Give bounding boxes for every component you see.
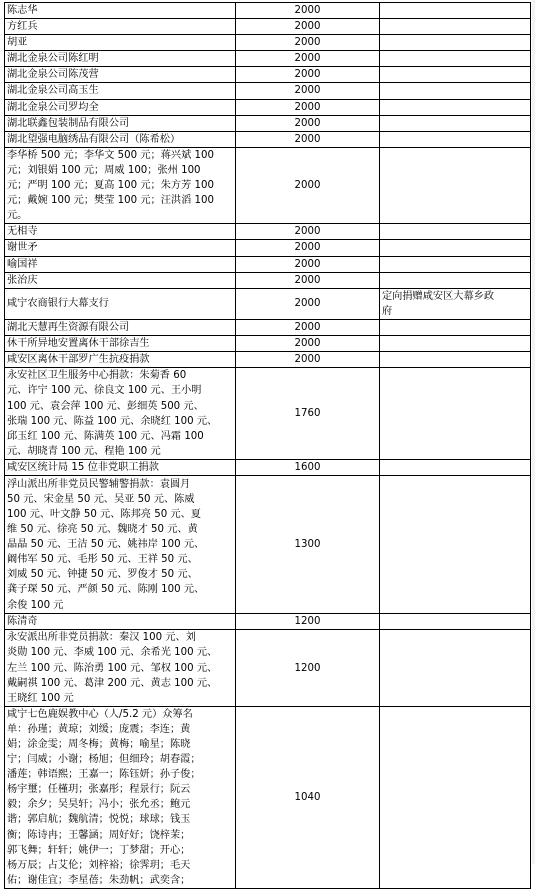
amount-cell: 2000 <box>236 19 380 35</box>
table-row <box>5 19 531 35</box>
amount-cell: 2000 <box>236 224 380 240</box>
table-row <box>5 83 531 99</box>
note-cell <box>380 460 531 476</box>
amount-cell: 2000 <box>236 51 380 67</box>
table-row <box>5 319 531 335</box>
note-cell <box>380 83 531 99</box>
table-row <box>5 272 531 288</box>
table-row <box>5 131 531 147</box>
donor-name-cell: 咸安区离休干部罗广生抗疫捐款 <box>5 352 236 368</box>
note-cell <box>380 630 531 706</box>
table-row <box>5 460 531 476</box>
table-row <box>5 240 531 256</box>
table-row <box>5 614 531 630</box>
amount-cell: 2000 <box>236 131 380 147</box>
donor-name-cell: 永安社区卫生服务中心捐款：朱菊香 60 元、许宁 100 元、徐良文 100 元、王小明 100 元、袁会萍 100 元、彭细英 500 元、 张瑞 100 元、陈益 100 元、余晓红 100 元、 邱玉红 100 元、陈满英 100 元、冯霜 100 元、胡晓青 100 元、程艳 100 元 <box>5 368 236 460</box>
note-cell <box>380 224 531 240</box>
donor-name-cell: 陈清奇 <box>5 614 236 630</box>
donor-name-cell: 永安派出所非党员捐款：秦汉 100 元、刘 炎勋 100 元、李威 100 元、余希光 100 元、 左兰 100 元、陈治勇 100 元、邹权 100 元、 戴嗣祺 100 元、葛津 200 元、黄志 100 元、 王晓红 100 元 <box>5 630 236 706</box>
note-cell <box>380 272 531 288</box>
amount-cell: 1200 <box>236 614 380 630</box>
donor-name-cell: 湖北望强电脑绣品有限公司（陈希松） <box>5 131 236 147</box>
donor-name-cell: 湖北金泉公司陈红明 <box>5 51 236 67</box>
donor-name-cell: 湖北金泉公司高玉生 <box>5 83 236 99</box>
table-row <box>5 99 531 115</box>
donor-name-cell: 李华桥 500 元；李华文 500 元；蒋兴斌 100 元；刘银娟 100 元；周威 100；张州 100 元；严明 100 元；夏高 100 元；朱方芳 100 元；戴婉 100 元；樊莹 100 元；汪洪滔 100 元。 <box>5 147 236 223</box>
table-row <box>5 67 531 83</box>
donor-name-cell: 张治庆 <box>5 272 236 288</box>
amount-cell: 2000 <box>236 319 380 335</box>
note-cell <box>380 256 531 272</box>
note-cell <box>380 51 531 67</box>
table-row <box>5 706 531 888</box>
donor-name-cell: 咸宁农商银行大幕支行 <box>5 288 236 319</box>
note-cell <box>380 99 531 115</box>
table-row <box>5 476 531 614</box>
amount-cell: 2000 <box>236 240 380 256</box>
donor-name-cell: 休干所异地安置离休干部徐吉生 <box>5 335 236 351</box>
note-cell <box>380 240 531 256</box>
table-row <box>5 256 531 272</box>
amount-cell: 2000 <box>236 272 380 288</box>
donor-name-cell: 浮山派出所非党员民警辅警捐款：袁圆月 50 元、宋金星 50 元、吴亚 50 元、陈威 100 元、叶文静 50 元、陈邦亮 50 元、夏 维 50 元、徐亮 50 元、魏晓才 50 元、黄 晶晶 50 元、王洁 50 元、姚祎岸 100 元、 阚伟军 50 元、毛彤 50 元、王祥 50 元、 刘威 50 元、钟捷 50 元、罗俊才 50 元、 龚子琛 50 元、严颜 50 元、陈刚 100 元、 余俊 100 元 <box>5 476 236 614</box>
note-cell <box>380 335 531 351</box>
amount-cell: 2000 <box>236 352 380 368</box>
amount-cell: 1300 <box>236 476 380 614</box>
table-row <box>5 630 531 706</box>
note-cell <box>380 368 531 460</box>
amount-cell: 2000 <box>236 67 380 83</box>
table-row <box>5 3 531 19</box>
amount-cell: 1600 <box>236 460 380 476</box>
table-row <box>5 115 531 131</box>
amount-cell: 2000 <box>236 115 380 131</box>
amount-cell: 1760 <box>236 368 380 460</box>
amount-cell: 1040 <box>236 706 380 888</box>
amount-cell: 2000 <box>236 99 380 115</box>
note-cell <box>380 67 531 83</box>
note-cell <box>380 131 531 147</box>
table-row <box>5 352 531 368</box>
donor-name-cell: 咸宁七色鹿娱教中心（人/5.2 元）众筹名 单：孙瑾；黄琼；刘缓；庞震；李连；黄 娟；涂金雯；周冬梅；黄梅；喻星；陈晓 宁；闫威；小谢；杨旭；但细玲；胡春霞； 潘莲；韩语熙；王嘉一；陈钰妍；孙子俊； 杨宇璽；任槿玥；张嘉彤；程景行；阮云 毅；余夕；吴昊轩；冯小；张允丞；鲍元 谐；郭启航；魏航清；悦悦；球球；钱玉 衡；陈诗冉；王馨涵；周好好；饶梓茉； 郭飞舞；轩轩；姚伊一；丁梦甜；开心； 杨万辰；占艾伦；刘梓裕；徐霁玥；毛天 佑；谢佳宜；李星蓓；朱劲帆；武奕含； <box>5 706 236 888</box>
note-cell: 定向捐赠咸安区大幕乡政 府 <box>380 288 531 319</box>
amount-cell: 2000 <box>236 3 380 19</box>
donation-table-body <box>5 3 531 889</box>
donor-name-cell: 湖北金泉公司罗均全 <box>5 99 236 115</box>
donor-name-cell: 喻国祥 <box>5 256 236 272</box>
table-row <box>5 35 531 51</box>
note-cell <box>380 476 531 614</box>
amount-cell: 2000 <box>236 288 380 319</box>
note-cell <box>380 19 531 35</box>
donor-name-cell: 胡亚 <box>5 35 236 51</box>
donor-name-cell: 湖北天慧再生资源有限公司 <box>5 319 236 335</box>
donor-name-cell: 方红兵 <box>5 19 236 35</box>
note-cell <box>380 319 531 335</box>
donor-name-cell: 咸安区统计局 15 位非党职工捐款 <box>5 460 236 476</box>
note-cell <box>380 706 531 888</box>
donor-name-cell: 湖北金泉公司陈茂营 <box>5 67 236 83</box>
donor-name-cell: 湖北联鑫包装制品有限公司 <box>5 115 236 131</box>
donor-name-cell: 陈志华 <box>5 3 236 19</box>
note-cell <box>380 147 531 223</box>
amount-cell: 2000 <box>236 256 380 272</box>
note-cell <box>380 614 531 630</box>
donor-name-cell: 谢世矛 <box>5 240 236 256</box>
amount-cell: 2000 <box>236 35 380 51</box>
table-row <box>5 51 531 67</box>
table-row <box>5 335 531 351</box>
amount-cell: 2000 <box>236 335 380 351</box>
table-row <box>5 288 531 319</box>
table-row <box>5 224 531 240</box>
table-row <box>5 368 531 460</box>
amount-cell: 1200 <box>236 630 380 706</box>
amount-cell: 2000 <box>236 83 380 99</box>
note-cell <box>380 35 531 51</box>
table-row <box>5 147 531 223</box>
note-cell <box>380 3 531 19</box>
amount-cell: 2000 <box>236 147 380 223</box>
note-cell <box>380 115 531 131</box>
donor-name-cell: 无相寺 <box>5 224 236 240</box>
note-cell <box>380 352 531 368</box>
donation-table <box>4 2 531 889</box>
